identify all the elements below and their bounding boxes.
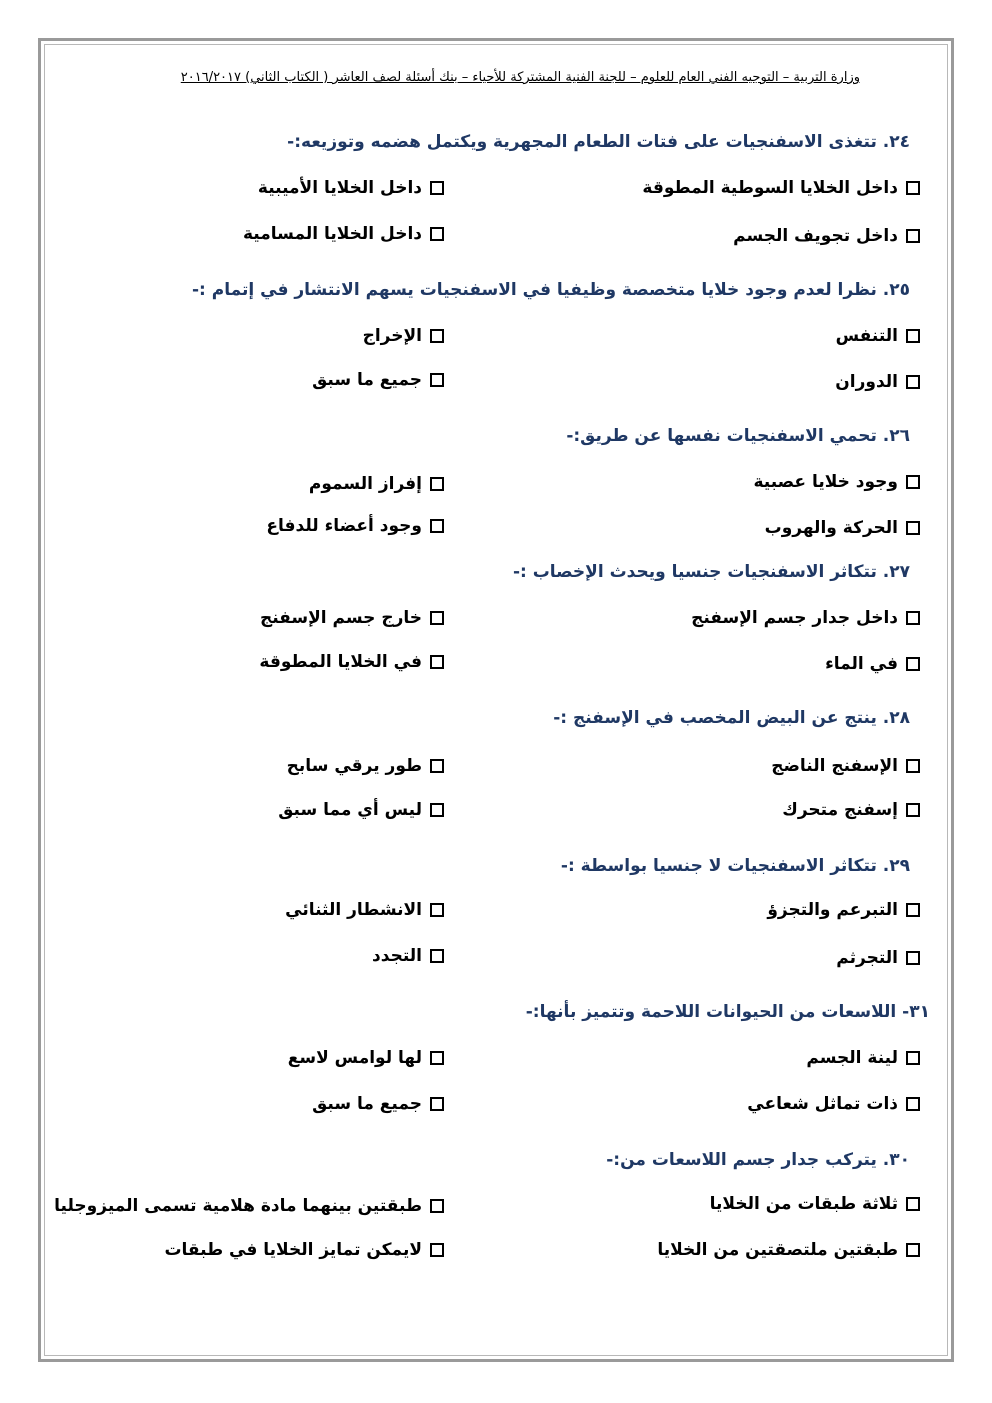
option[interactable]: الانشطار الثنائي <box>285 900 444 920</box>
question-27: ٢٧. تتكاثر الاسفنجيات جنسيا ويحدث الإخصاب :- <box>512 562 910 582</box>
option[interactable]: طبقتين ملتصقتين من الخلايا <box>657 1240 920 1260</box>
checkbox-icon[interactable] <box>906 759 920 773</box>
checkbox-icon[interactable] <box>430 1097 444 1111</box>
checkbox-icon[interactable] <box>430 181 444 195</box>
checkbox-icon[interactable] <box>906 951 920 965</box>
checkbox-icon[interactable] <box>906 903 920 917</box>
checkbox-icon[interactable] <box>906 1197 920 1211</box>
option[interactable]: الإخراج <box>363 326 444 346</box>
checkbox-icon[interactable] <box>430 949 444 963</box>
question-29: ٢٩. تتكاثر الاسفنجيات لا جنسيا بواسطة :- <box>560 856 910 876</box>
option[interactable]: داخل تجويف الجسم <box>733 226 920 246</box>
checkbox-icon[interactable] <box>906 375 920 389</box>
checkbox-icon[interactable] <box>906 229 920 243</box>
checkbox-icon[interactable] <box>906 1097 920 1111</box>
checkbox-icon[interactable] <box>430 373 444 387</box>
option[interactable]: لها لوامس لاسع <box>288 1048 444 1068</box>
option[interactable]: طبقتين بينهما مادة هلامية تسمى الميزوجليا <box>54 1196 444 1216</box>
checkbox-icon[interactable] <box>430 655 444 669</box>
checkbox-icon[interactable] <box>430 1051 444 1065</box>
option[interactable]: جميع ما سبق <box>312 370 444 390</box>
checkbox-icon[interactable] <box>906 475 920 489</box>
question-25: ٢٥. نظرا لعدم وجود خلايا متخصصة وظيفيا في الاسفنجيات يسهم الانتشار في إتمام :- <box>191 280 910 300</box>
checkbox-icon[interactable] <box>906 657 920 671</box>
option[interactable]: الإسفنج الناضج <box>771 756 920 776</box>
option[interactable]: خارج جسم الإسفنج <box>260 608 444 628</box>
checkbox-icon[interactable] <box>906 1051 920 1065</box>
option[interactable]: داخل الخلايا الأميبية <box>258 178 444 198</box>
checkbox-icon[interactable] <box>906 329 920 343</box>
checkbox-icon[interactable] <box>906 181 920 195</box>
checkbox-icon[interactable] <box>906 521 920 535</box>
question-24: ٢٤. تتغذى الاسفنجيات على فتات الطعام المجهرية ويكتمل هضمه وتوزيعه:- <box>287 132 910 152</box>
page-header: وزارة التربية – التوجيه الفني العام للعلوم – للجنة الفنية المشتركة للأحياء – بنك أسئلة لصف العاشر ( الكتاب الثاني) ٢٠١٦/٢٠١٧ <box>180 70 860 85</box>
checkbox-icon[interactable] <box>906 611 920 625</box>
checkbox-icon[interactable] <box>430 329 444 343</box>
checkbox-icon[interactable] <box>906 803 920 817</box>
option[interactable]: وجود خلايا عصبية <box>753 472 920 492</box>
checkbox-icon[interactable] <box>906 1243 920 1257</box>
checkbox-icon[interactable] <box>430 903 444 917</box>
option[interactable]: التجرثم <box>836 948 920 968</box>
question-31: ٣١- اللاسعات من الحيوانات اللاحمة وتتميز بأنها:- <box>525 1002 930 1022</box>
checkbox-icon[interactable] <box>430 759 444 773</box>
option[interactable]: جميع ما سبق <box>312 1094 444 1114</box>
option[interactable]: لينة الجسم <box>806 1048 920 1068</box>
checkbox-icon[interactable] <box>430 227 444 241</box>
option[interactable]: ذات تماثل شعاعي <box>747 1094 920 1114</box>
checkbox-icon[interactable] <box>430 519 444 533</box>
option[interactable]: داخل جدار جسم الإسفنج <box>691 608 920 628</box>
option[interactable]: وجود أعضاء للدفاع <box>266 516 444 536</box>
question-28: ٢٨. ينتج عن البيض المخصب في الإسفنج :- <box>553 708 910 728</box>
option[interactable]: في الخلايا المطوقة <box>259 652 444 672</box>
option[interactable]: التنفس <box>836 326 920 346</box>
checkbox-icon[interactable] <box>430 1199 444 1213</box>
option[interactable]: داخل الخلايا المسامية <box>243 224 444 244</box>
checkbox-icon[interactable] <box>430 1243 444 1257</box>
checkbox-icon[interactable] <box>430 477 444 491</box>
option[interactable]: الحركة والهروب <box>765 518 920 538</box>
option[interactable]: التبرعم والتجزؤ <box>767 900 920 920</box>
question-30: ٣٠. يتركب جدار جسم اللاسعات من:- <box>606 1150 910 1170</box>
option[interactable]: داخل الخلايا السوطية المطوقة <box>642 178 920 198</box>
option[interactable]: في الماء <box>825 654 920 674</box>
option[interactable]: لايمكن تمايز الخلايا في طبقات <box>164 1240 444 1260</box>
checkbox-icon[interactable] <box>430 803 444 817</box>
question-26: ٢٦. تحمي الاسفنجيات نفسها عن طريق:- <box>566 426 910 446</box>
checkbox-icon[interactable] <box>430 611 444 625</box>
option[interactable]: ثلاثة طبقات من الخلايا <box>710 1194 920 1214</box>
option[interactable]: إسفنج متحرك <box>782 800 920 820</box>
option[interactable]: طور يرقي سابح <box>287 756 444 776</box>
option[interactable]: إفراز السموم <box>309 474 444 494</box>
option[interactable]: التجدد <box>372 946 444 966</box>
option[interactable]: ليس أي مما سبق <box>278 800 444 820</box>
option[interactable]: الدوران <box>835 372 920 392</box>
